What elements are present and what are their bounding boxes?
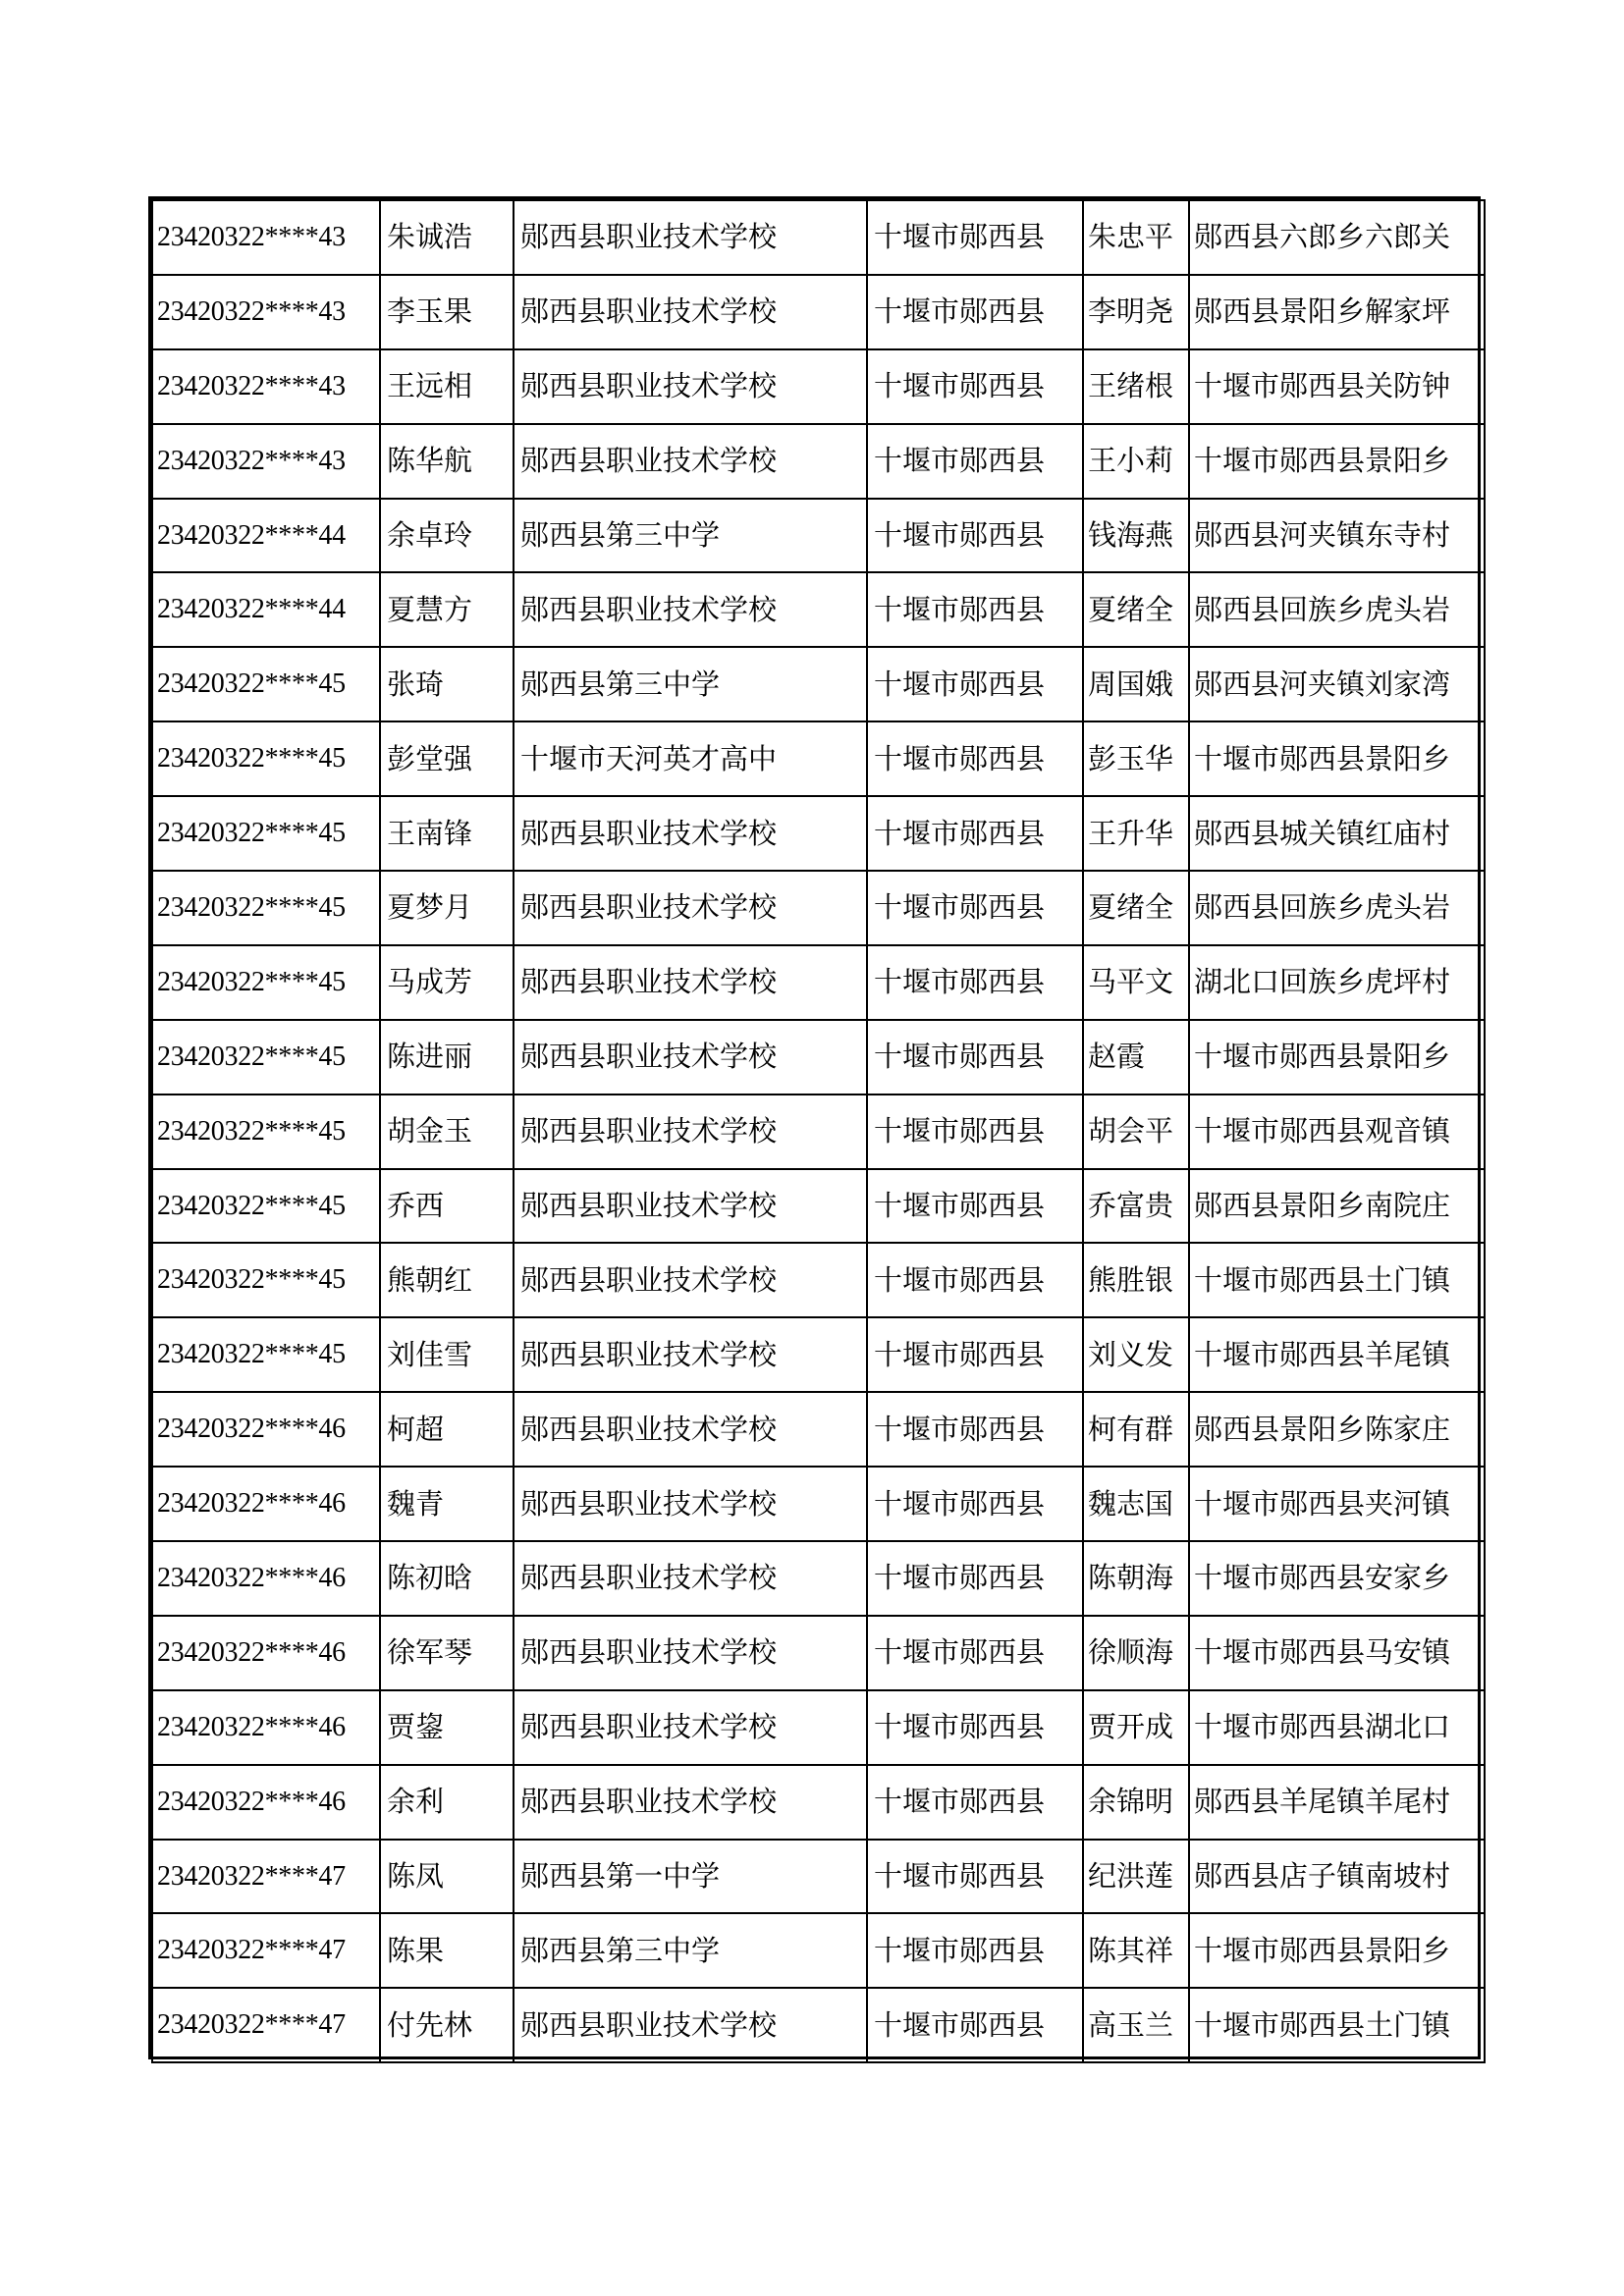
table-row xyxy=(152,1690,1485,1765)
cell-id: 23420322****45 xyxy=(152,871,380,945)
cell-region: 十堰市郧西县 xyxy=(867,1765,1083,1840)
cell-id: 23420322****43 xyxy=(152,275,380,349)
cell-school: 郧西县第三中学 xyxy=(514,647,867,721)
cell-region: 十堰市郧西县 xyxy=(867,945,1083,1020)
cell-guardian: 徐顺海 xyxy=(1083,1616,1189,1690)
cell-student-name: 王远相 xyxy=(380,349,514,424)
cell-id: 23420322****45 xyxy=(152,1317,380,1392)
cell-id: 23420322****46 xyxy=(152,1541,380,1616)
cell-address: 郧西县六郎乡六郎关 xyxy=(1189,200,1485,275)
cell-student-name: 乔西 xyxy=(380,1169,514,1244)
cell-school: 郧西县第三中学 xyxy=(514,499,867,573)
cell-address: 郧西县河夹镇刘家湾 xyxy=(1189,647,1485,721)
table-row xyxy=(152,647,1485,721)
cell-guardian: 夏绪全 xyxy=(1083,871,1189,945)
cell-student-name: 陈凤 xyxy=(380,1840,514,1914)
cell-student-name: 彭堂强 xyxy=(380,721,514,796)
cell-id: 23420322****44 xyxy=(152,572,380,647)
table-row xyxy=(152,349,1485,424)
cell-student-name: 付先林 xyxy=(380,1988,514,2062)
cell-address: 十堰市郧西县景阳乡 xyxy=(1189,721,1485,796)
cell-address: 十堰市郧西县景阳乡 xyxy=(1189,424,1485,499)
cell-address: 十堰市郧西县观音镇 xyxy=(1189,1095,1485,1169)
cell-address: 十堰市郧西县安家乡 xyxy=(1189,1541,1485,1616)
cell-address: 十堰市郧西县羊尾镇 xyxy=(1189,1317,1485,1392)
cell-student-name: 贾鋆 xyxy=(380,1690,514,1765)
cell-school: 郧西县职业技术学校 xyxy=(514,1541,867,1616)
cell-address: 十堰市郧西县景阳乡 xyxy=(1189,1020,1485,1095)
cell-guardian: 贾开成 xyxy=(1083,1690,1189,1765)
cell-student-name: 朱诚浩 xyxy=(380,200,514,275)
cell-school: 郧西县职业技术学校 xyxy=(514,1095,867,1169)
table-row xyxy=(152,1541,1485,1616)
cell-region: 十堰市郧西县 xyxy=(867,572,1083,647)
cell-id: 23420322****45 xyxy=(152,945,380,1020)
cell-id: 23420322****45 xyxy=(152,1020,380,1095)
cell-student-name: 陈华航 xyxy=(380,424,514,499)
cell-address: 十堰市郧西县夹河镇 xyxy=(1189,1467,1485,1541)
cell-student-name: 柯超 xyxy=(380,1392,514,1467)
cell-student-name: 李玉果 xyxy=(380,275,514,349)
table-row xyxy=(152,1392,1485,1467)
table-row xyxy=(152,1169,1485,1244)
table-row xyxy=(152,424,1485,499)
table-row xyxy=(152,1840,1485,1914)
cell-address: 十堰市郧西县景阳乡 xyxy=(1189,1913,1485,1988)
cell-guardian: 陈其祥 xyxy=(1083,1913,1189,1988)
cell-guardian: 余锦明 xyxy=(1083,1765,1189,1840)
cell-student-name: 胡金玉 xyxy=(380,1095,514,1169)
cell-region: 十堰市郧西县 xyxy=(867,424,1083,499)
cell-id: 23420322****47 xyxy=(152,1840,380,1914)
cell-school: 郧西县职业技术学校 xyxy=(514,1765,867,1840)
cell-id: 23420322****46 xyxy=(152,1392,380,1467)
cell-id: 23420322****45 xyxy=(152,796,380,871)
cell-school: 郧西县职业技术学校 xyxy=(514,200,867,275)
cell-address: 十堰市郧西县土门镇 xyxy=(1189,1988,1485,2062)
table-row xyxy=(152,1913,1485,1988)
cell-student-name: 王南锋 xyxy=(380,796,514,871)
cell-address: 郧西县河夹镇东寺村 xyxy=(1189,499,1485,573)
cell-school: 郧西县职业技术学校 xyxy=(514,871,867,945)
cell-school: 郧西县职业技术学校 xyxy=(514,1988,867,2062)
cell-student-name: 夏梦月 xyxy=(380,871,514,945)
cell-id: 23420322****45 xyxy=(152,647,380,721)
cell-id: 23420322****46 xyxy=(152,1690,380,1765)
cell-student-name: 陈果 xyxy=(380,1913,514,1988)
cell-region: 十堰市郧西县 xyxy=(867,647,1083,721)
cell-school: 郧西县第三中学 xyxy=(514,1913,867,1988)
cell-guardian: 刘义发 xyxy=(1083,1317,1189,1392)
cell-region: 十堰市郧西县 xyxy=(867,1467,1083,1541)
cell-region: 十堰市郧西县 xyxy=(867,796,1083,871)
table-row xyxy=(152,1243,1485,1317)
cell-student-name: 夏慧方 xyxy=(380,572,514,647)
cell-region: 十堰市郧西县 xyxy=(867,1020,1083,1095)
cell-address: 十堰市郧西县土门镇 xyxy=(1189,1243,1485,1317)
cell-student-name: 刘佳雪 xyxy=(380,1317,514,1392)
cell-guardian: 夏绪全 xyxy=(1083,572,1189,647)
table-row xyxy=(152,1020,1485,1095)
cell-guardian: 胡会平 xyxy=(1083,1095,1189,1169)
table-row xyxy=(152,1988,1485,2062)
cell-region: 十堰市郧西县 xyxy=(867,871,1083,945)
cell-address: 十堰市郧西县湖北口 xyxy=(1189,1690,1485,1765)
cell-guardian: 李明尧 xyxy=(1083,275,1189,349)
cell-guardian: 王升华 xyxy=(1083,796,1189,871)
cell-id: 23420322****45 xyxy=(152,1095,380,1169)
cell-region: 十堰市郧西县 xyxy=(867,1616,1083,1690)
cell-id: 23420322****44 xyxy=(152,499,380,573)
cell-region: 十堰市郧西县 xyxy=(867,1913,1083,1988)
cell-address: 湖北口回族乡虎坪村 xyxy=(1189,945,1485,1020)
cell-guardian: 高玉兰 xyxy=(1083,1988,1189,2062)
cell-region: 十堰市郧西县 xyxy=(867,1317,1083,1392)
cell-school: 郧西县职业技术学校 xyxy=(514,1392,867,1467)
cell-student-name: 陈初晗 xyxy=(380,1541,514,1616)
cell-school: 郧西县职业技术学校 xyxy=(514,945,867,1020)
table-row xyxy=(152,275,1485,349)
roster-table-frame xyxy=(148,196,1481,2059)
cell-school: 郧西县职业技术学校 xyxy=(514,796,867,871)
cell-region: 十堰市郧西县 xyxy=(867,1541,1083,1616)
cell-school: 郧西县第一中学 xyxy=(514,1840,867,1914)
cell-id: 23420322****46 xyxy=(152,1616,380,1690)
cell-id: 23420322****45 xyxy=(152,1243,380,1317)
cell-address: 十堰市郧西县关防钟 xyxy=(1189,349,1485,424)
cell-school: 郧西县职业技术学校 xyxy=(514,572,867,647)
cell-student-name: 熊朝红 xyxy=(380,1243,514,1317)
cell-address: 郧西县城关镇红庙村 xyxy=(1189,796,1485,871)
cell-guardian: 彭玉华 xyxy=(1083,721,1189,796)
cell-address: 郧西县羊尾镇羊尾村 xyxy=(1189,1765,1485,1840)
cell-school: 郧西县职业技术学校 xyxy=(514,1690,867,1765)
cell-school: 郧西县职业技术学校 xyxy=(514,1169,867,1244)
cell-region: 十堰市郧西县 xyxy=(867,1392,1083,1467)
table-row xyxy=(152,945,1485,1020)
table-row xyxy=(152,871,1485,945)
cell-address: 郧西县回族乡虎头岩 xyxy=(1189,871,1485,945)
cell-address: 十堰市郧西县马安镇 xyxy=(1189,1616,1485,1690)
table-row xyxy=(152,796,1485,871)
table-row xyxy=(152,572,1485,647)
cell-region: 十堰市郧西县 xyxy=(867,721,1083,796)
cell-guardian: 赵霞 xyxy=(1083,1020,1189,1095)
cell-region: 十堰市郧西县 xyxy=(867,1840,1083,1914)
cell-school: 郧西县职业技术学校 xyxy=(514,349,867,424)
cell-guardian: 王小莉 xyxy=(1083,424,1189,499)
cell-student-name: 马成芳 xyxy=(380,945,514,1020)
cell-region: 十堰市郧西县 xyxy=(867,1095,1083,1169)
table-row xyxy=(152,1317,1485,1392)
cell-school: 郧西县职业技术学校 xyxy=(514,1243,867,1317)
cell-region: 十堰市郧西县 xyxy=(867,1243,1083,1317)
cell-id: 23420322****43 xyxy=(152,424,380,499)
table-row xyxy=(152,499,1485,573)
cell-school: 郧西县职业技术学校 xyxy=(514,1467,867,1541)
cell-address: 郧西县景阳乡南院庄 xyxy=(1189,1169,1485,1244)
cell-region: 十堰市郧西县 xyxy=(867,200,1083,275)
roster-table xyxy=(151,199,1486,2063)
cell-school: 郧西县职业技术学校 xyxy=(514,1020,867,1095)
roster-table-body xyxy=(152,200,1485,2062)
cell-guardian: 马平文 xyxy=(1083,945,1189,1020)
table-row xyxy=(152,1616,1485,1690)
table-row xyxy=(152,1095,1485,1169)
cell-guardian: 魏志国 xyxy=(1083,1467,1189,1541)
table-row xyxy=(152,200,1485,275)
cell-id: 23420322****43 xyxy=(152,200,380,275)
cell-student-name: 余利 xyxy=(380,1765,514,1840)
cell-student-name: 陈进丽 xyxy=(380,1020,514,1095)
cell-id: 23420322****46 xyxy=(152,1765,380,1840)
cell-guardian: 熊胜银 xyxy=(1083,1243,1189,1317)
cell-region: 十堰市郧西县 xyxy=(867,1988,1083,2062)
cell-student-name: 余卓玲 xyxy=(380,499,514,573)
cell-id: 23420322****47 xyxy=(152,1988,380,2062)
cell-guardian: 周国娥 xyxy=(1083,647,1189,721)
cell-student-name: 魏青 xyxy=(380,1467,514,1541)
cell-guardian: 乔富贵 xyxy=(1083,1169,1189,1244)
cell-id: 23420322****45 xyxy=(152,1169,380,1244)
cell-guardian: 钱海燕 xyxy=(1083,499,1189,573)
cell-guardian: 王绪根 xyxy=(1083,349,1189,424)
cell-guardian: 陈朝海 xyxy=(1083,1541,1189,1616)
cell-id: 23420322****45 xyxy=(152,721,380,796)
cell-region: 十堰市郧西县 xyxy=(867,499,1083,573)
cell-guardian: 纪洪莲 xyxy=(1083,1840,1189,1914)
cell-region: 十堰市郧西县 xyxy=(867,1169,1083,1244)
cell-school: 郧西县职业技术学校 xyxy=(514,275,867,349)
cell-region: 十堰市郧西县 xyxy=(867,349,1083,424)
table-row xyxy=(152,1765,1485,1840)
cell-address: 郧西县景阳乡解家坪 xyxy=(1189,275,1485,349)
cell-address: 郧西县景阳乡陈家庄 xyxy=(1189,1392,1485,1467)
cell-school: 十堰市天河英才高中 xyxy=(514,721,867,796)
cell-id: 23420322****46 xyxy=(152,1467,380,1541)
cell-region: 十堰市郧西县 xyxy=(867,1690,1083,1765)
cell-region: 十堰市郧西县 xyxy=(867,275,1083,349)
cell-school: 郧西县职业技术学校 xyxy=(514,1317,867,1392)
cell-id: 23420322****43 xyxy=(152,349,380,424)
table-row xyxy=(152,1467,1485,1541)
cell-student-name: 徐军琴 xyxy=(380,1616,514,1690)
cell-address: 郧西县回族乡虎头岩 xyxy=(1189,572,1485,647)
table-row xyxy=(152,721,1485,796)
cell-school: 郧西县职业技术学校 xyxy=(514,1616,867,1690)
cell-student-name: 张琦 xyxy=(380,647,514,721)
cell-address: 郧西县店子镇南坡村 xyxy=(1189,1840,1485,1914)
cell-school: 郧西县职业技术学校 xyxy=(514,424,867,499)
cell-id: 23420322****47 xyxy=(152,1913,380,1988)
cell-guardian: 朱忠平 xyxy=(1083,200,1189,275)
cell-guardian: 柯有群 xyxy=(1083,1392,1189,1467)
